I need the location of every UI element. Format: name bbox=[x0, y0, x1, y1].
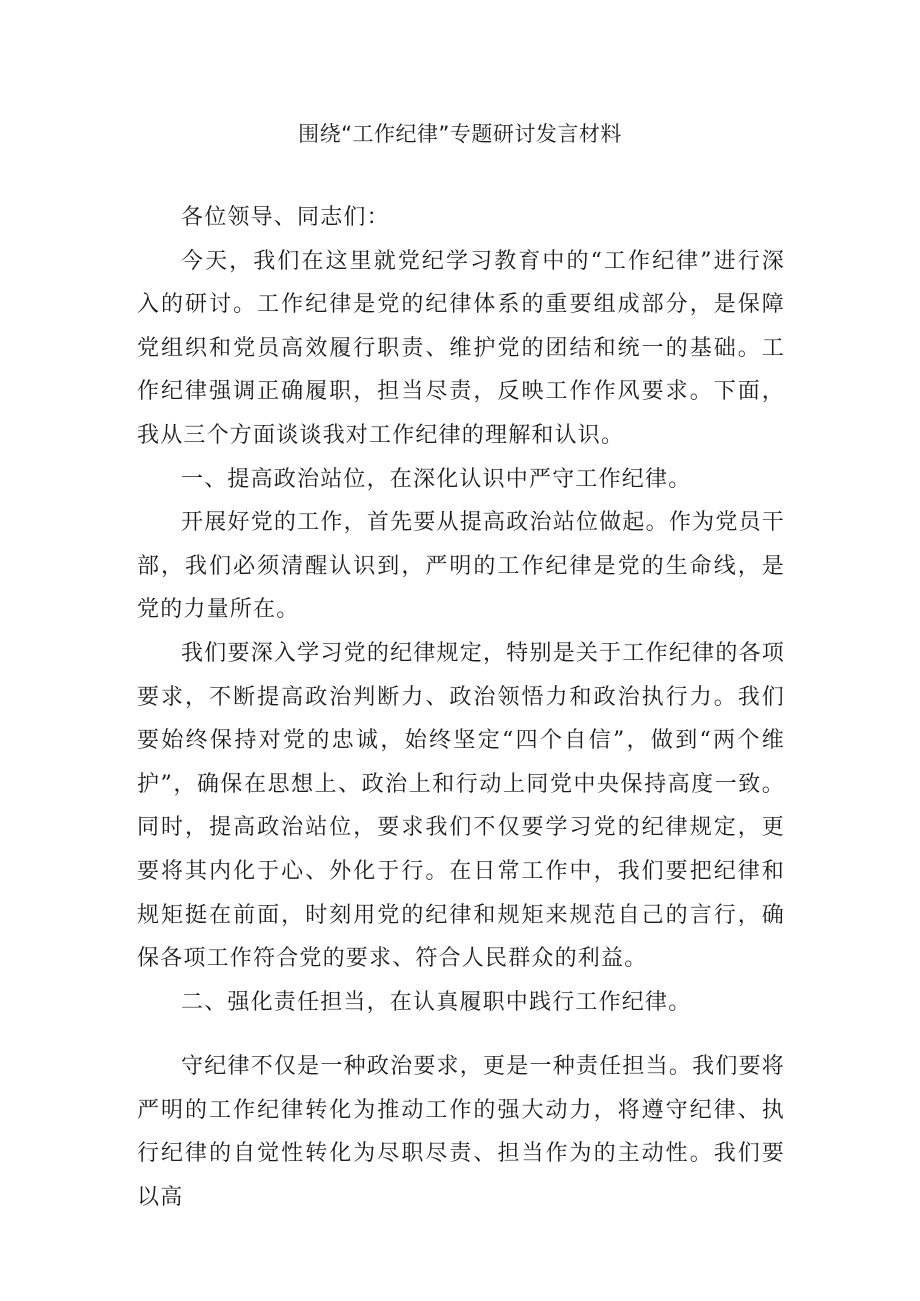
document-title: 围绕“工作纪律”专题研讨发言材料 bbox=[298, 122, 622, 146]
greeting-paragraph: 各位领导、同志们： bbox=[181, 205, 390, 230]
document-body bbox=[137, 196, 785, 1220]
body-paragraph: 开展好党的工作，首先要从提高政治站位做起。作为党员干部，我们必须清醒认识到，严明的工作纪律是党的生命线，是党的力量所在。 bbox=[137, 510, 785, 623]
intro-paragraph: 今天，我们在这里就党纪学习教育中的“工作纪律”进行深入的研讨。工作纪律是党的纪律体系的重要组成部分，是保障党组织和党员高效履行职责、维护党的团结和统一的基础。工作纪律强调正确履职，担当尽责，反映工作作风要求。下面，我从三个方面谈谈我对工作纪律的理解和认识。 bbox=[137, 248, 785, 448]
section-heading-2: 二、强化责任担当，在认真履职中践行工作纪律。 bbox=[181, 989, 692, 1015]
body-paragraph: 守纪律不仅是一种政治要求，更是一种责任担当。我们要将严明的工作纪律转化为推动工作的强大动力，将遵守纪律、执行纪律的自觉性转化为尽职尽责、担当作为的主动性。我们要以高 bbox=[137, 1054, 785, 1211]
section-heading-1: 一、提高政治站位，在深化认识中严守工作纪律。 bbox=[181, 466, 692, 492]
body-paragraph: 我们要深入学习党的纪律规定，特别是关于工作纪律的各项要求，不断提高政治判断力、政治领悟力和政治执行力。我们要始终保持对党的忠诚，始终坚定“四个自信”，做到“两个维护”，确保在思想上、政治上和行动上同党中央保持高度一致。同时，提高政治站位，要求我们不仅要学习党的纪律规定，更要将其内化于心、外化于行。在日常工作中，我们要把纪律和规矩挺在前面，时刻用党的纪律和规矩来规范自己的言行，确保各项工作符合党的要求、符合人民群众的利益。 bbox=[137, 640, 785, 972]
